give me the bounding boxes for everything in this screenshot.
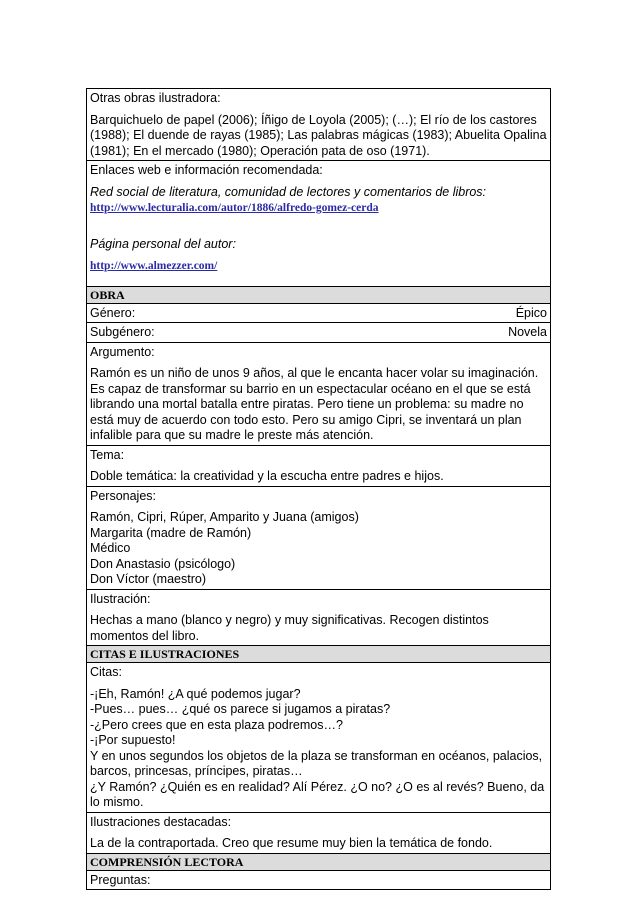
comprension-section-header <box>87 853 551 870</box>
personaje-item: Don Víctor (maestro) <box>90 572 207 586</box>
ilustraciones-destacadas-label: Ilustraciones destacadas: <box>90 814 232 829</box>
tema-text: Doble temática: la creatividad y la escucha entre padres e hijos. <box>90 469 444 483</box>
tema-row <box>87 445 551 486</box>
document-page <box>86 88 551 890</box>
cita-line: Y en unos segundos los objetos de la plaza se transforman en océanos, palacios, barcos, princesas, príncipes, piratas… <box>90 748 543 778</box>
personajes-label: Personajes: <box>90 488 157 503</box>
citas-section-header <box>87 646 551 663</box>
subgenero-label: Subgénero: <box>90 325 155 339</box>
genero-value: Épico <box>515 305 547 320</box>
genero-label: Género: <box>90 305 136 320</box>
tema-label: Tema: <box>90 447 125 462</box>
ilustracion-label: Ilustración: <box>90 591 151 606</box>
cita-line: -Pues… pues… ¿qué os parece si jugamos a piratas? <box>90 702 391 716</box>
preguntas-row <box>87 870 551 890</box>
cita-line: -¿Pero crees que en esta plaza podremos…? <box>90 717 343 732</box>
argumento-row <box>87 342 551 445</box>
personaje-item: Ramón, Cipri, Rúper, Amparito y Juana (amigos) <box>90 510 359 524</box>
citas-row <box>87 663 551 813</box>
ilustracion-row <box>87 589 551 646</box>
spacer <box>90 217 547 231</box>
personaje-item: Don Anastasio (psicólogo) <box>90 556 236 571</box>
book-record-table <box>86 88 551 890</box>
cita-line: ¿Y Ramón? ¿Quién es en realidad? Alí Pérez. ¿O no? ¿O es al revés? Bueno, da lo mismo. <box>90 779 545 809</box>
ilustracion-text: Hechas a mano (blanco y negro) y muy significativas. Recogen distintos momentos del libro. <box>90 613 489 643</box>
personaje-item: Médico <box>90 541 131 555</box>
obra-section-header <box>87 286 551 303</box>
obra-header: OBRA <box>87 286 551 303</box>
citas-label: Citas: <box>90 665 122 679</box>
personajes-row <box>87 486 551 589</box>
lecturalia-link[interactable]: http://www.lecturalia.com/autor/1886/alfredo-gomez-cerda <box>90 202 379 214</box>
otras-obras-text: Barquichuelo de papel (2006); Íñigo de Loyola (2005); (…); El río de los castores (1988); El duende de rayas (1985); Las palabras mágicas (1983); Abuelita Opalina (1981); En el mercado (1980); Operación pata de oso (1971). <box>90 112 547 158</box>
red-social-text: Red social de literatura, comunidad de lectores y comentarios de libros: <box>90 184 487 199</box>
ilustraciones-destacadas-row <box>87 812 551 853</box>
preguntas-label: Preguntas: <box>87 870 551 890</box>
enlaces-label: Enlaces web e información recomendada: <box>90 163 323 177</box>
cita-line: -¡Eh, Ramón! ¿A qué podemos jugar? <box>90 686 301 701</box>
personaje-item: Margarita (madre de Ramón) <box>90 525 252 540</box>
spacer <box>90 275 547 285</box>
argumento-text: Ramón es un niño de unos 9 años, al que le encanta hacer volar su imaginación. Es capaz de transformar su barrio en un espectacular océano en el que se está librando una mortal batalla entre piratas. Pero tiene un problema: su madre no está muy de acuerdo con todo esto. Pero su amigo Cipri, se inventará un plan infalible para que su madre le preste más atención. <box>90 366 539 442</box>
subgenero-row <box>87 323 551 343</box>
enlaces-row <box>87 161 551 287</box>
otras-obras-row <box>87 89 551 161</box>
genero-row <box>87 303 551 323</box>
comprension-header: COMPRENSIÓN LECTORA <box>87 853 551 870</box>
argumento-label: Argumento: <box>90 344 155 359</box>
cita-line: -¡Por supuesto! <box>90 733 176 747</box>
ilustraciones-destacadas-text: La de la contraportada. Creo que resume muy bien la temática de fondo. <box>90 836 493 850</box>
pagina-personal-label: Página personal del autor: <box>90 236 236 251</box>
otras-obras-label: Otras obras ilustradora: <box>90 91 221 105</box>
citas-header: CITAS E ILUSTRACIONES <box>87 646 551 663</box>
subgenero-value: Novela <box>508 325 547 339</box>
almezzer-link[interactable]: http://www.almezzer.com/ <box>90 260 218 272</box>
